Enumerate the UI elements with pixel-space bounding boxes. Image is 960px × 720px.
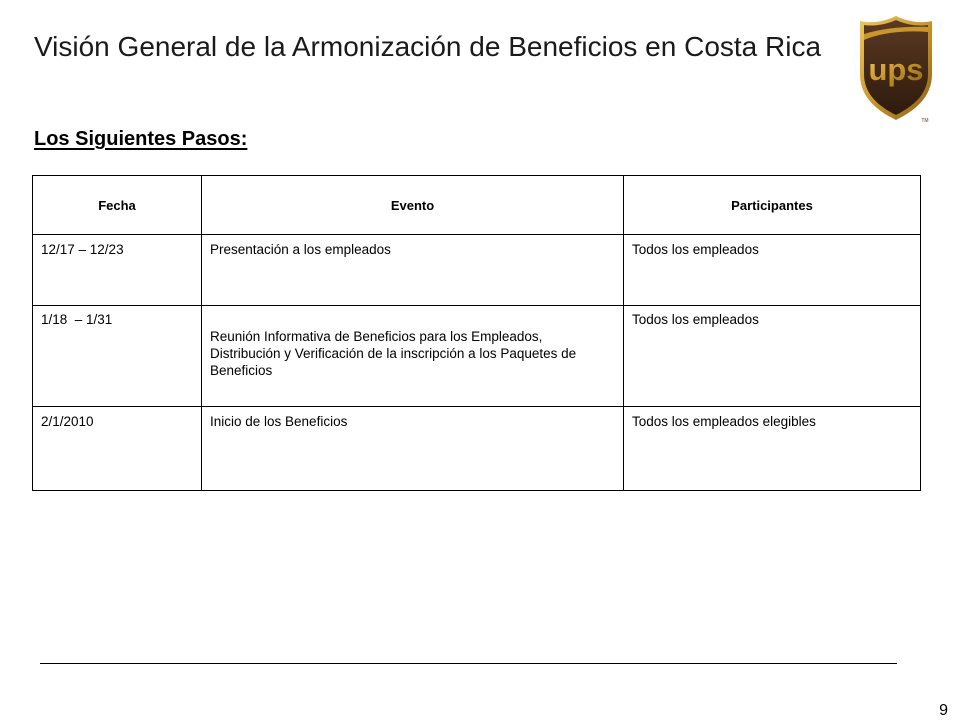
ups-shield-icon bbox=[858, 14, 934, 126]
logo-text: ups bbox=[868, 52, 924, 87]
column-header-evento: Evento bbox=[202, 176, 624, 235]
cell-evento: Reunión Informativa de Beneficios para los Empleados, Distribución y Verificación de la inscripción a los Paquetes de Beneficios bbox=[210, 329, 577, 378]
table-header-row bbox=[33, 176, 921, 235]
slide-title: Visión General de la Armonización de Beneficios en Costa Rica bbox=[34, 31, 822, 62]
table-row bbox=[33, 407, 921, 491]
cell-participantes: Todos los empleados elegibles bbox=[624, 407, 921, 491]
cell-fecha: 1/18 – 1/31 bbox=[33, 306, 202, 407]
cell-participantes: Todos los empleados bbox=[624, 306, 921, 407]
cell-fecha: 2/1/2010 bbox=[33, 407, 202, 491]
cell-evento: Presentación a los empleados bbox=[202, 235, 624, 306]
cell-evento-wrapper bbox=[202, 306, 624, 407]
trademark-mark: TM bbox=[921, 118, 929, 124]
page-number: 9 bbox=[939, 702, 948, 719]
footer-divider bbox=[40, 663, 897, 664]
column-header-fecha: Fecha bbox=[33, 176, 202, 235]
cell-evento: Inicio de los Beneficios bbox=[202, 407, 624, 491]
cell-fecha: 12/17 – 12/23 bbox=[33, 235, 202, 306]
cell-spacer bbox=[210, 311, 615, 328]
table-row bbox=[33, 306, 921, 407]
column-header-participantes: Participantes bbox=[624, 176, 921, 235]
section-heading: Los Siguientes Pasos: bbox=[34, 128, 248, 150]
ups-logo bbox=[858, 14, 934, 126]
table-row bbox=[33, 235, 921, 306]
steps-table bbox=[32, 175, 921, 491]
cell-participantes: Todos los empleados bbox=[624, 235, 921, 306]
